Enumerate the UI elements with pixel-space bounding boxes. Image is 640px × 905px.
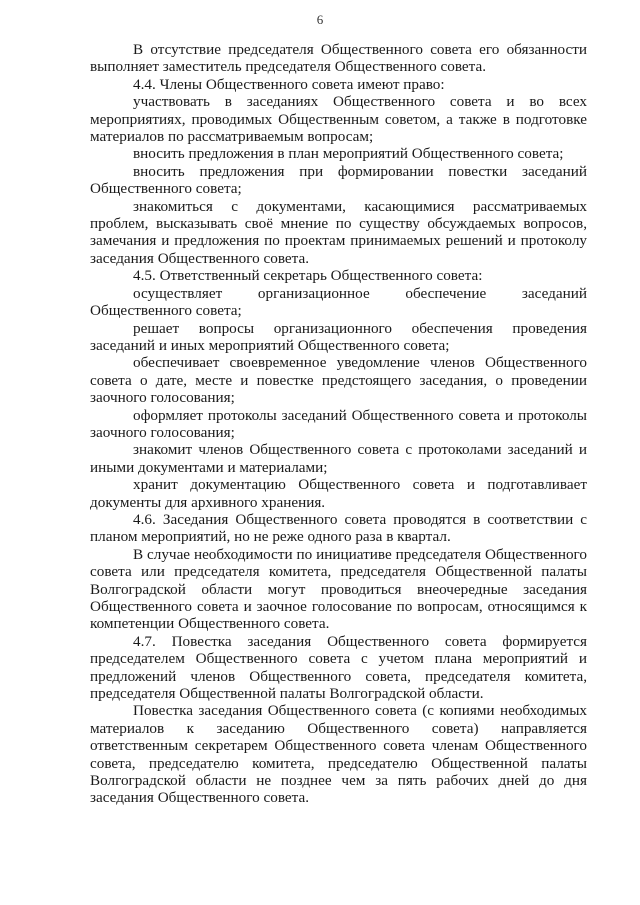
paragraph: участвовать в заседаниях Общественного совета и во всех мероприятиях, проводимых Общественным советом, а также в подготовке материалов по рассматриваемым вопросам; xyxy=(90,93,587,146)
paragraph: 4.7. Повестка заседания Общественного совета формируется председателем Общественного совета с учетом плана мероприятий и предложений членов Общественного совета, председателя комитета, председателя Общественной палаты Волгоградской области. xyxy=(90,632,587,703)
paragraph: оформляет протоколы заседаний Общественного совета и протоколы заочного голосования; xyxy=(90,406,587,441)
paragraph: 4.6. Заседания Общественного совета проводятся в соответствии с планом мероприятий, но не реже одного раза в квартал. xyxy=(90,510,587,546)
paragraph: знакомиться с документами, касающимися рассматриваемых проблем, высказывать своё мнение по существу обсуждаемых вопросов, замечания и предложения по проектам принимаемых решений и протоколу заседания Общественного совета. xyxy=(90,197,587,267)
paragraph: обеспечивает своевременное уведомление членов Общественного совета о дате, месте и повестке предстоящего заседания, о проведении заочного голосования; xyxy=(90,354,587,407)
paragraph: вносить предложения при формировании повестки заседаний Общественного совета; xyxy=(90,162,587,198)
paragraph: решает вопросы организационного обеспечения проведения заседаний и иных мероприятий Общественного совета; xyxy=(90,319,587,354)
paragraph: осуществляет организационное обеспечение заседаний Общественного совета; xyxy=(90,284,587,320)
paragraph: 4.4. Члены Общественного совета имеют право: xyxy=(133,75,445,93)
paragraph: В отсутствие председателя Общественного совета его обязанности выполняет заместитель председателя Общественного совета. xyxy=(90,41,587,76)
document-body xyxy=(90,41,587,807)
paragraph: знакомит членов Общественного совета с протоколами заседаний и иными документами и материалами; xyxy=(90,441,587,476)
paragraph: хранит документацию Общественного совета и подготавливает документы для архивного хранения. xyxy=(90,476,587,511)
paragraph: вносить предложения в план мероприятий Общественного совета; xyxy=(133,145,564,163)
paragraph: 4.5. Ответственный секретарь Общественного совета: xyxy=(133,267,483,285)
paragraph: Повестка заседания Общественного совета (с копиями необходимых материалов к заседанию Общественного совета) направляется ответственным секретарем Общественного совета членам Общественного совета, председателю комитета, председателю Общественной палаты Волгоградской области не позднее чем за пять рабочих дней до дня заседания Общественного совета. xyxy=(90,702,587,807)
page-number: 6 xyxy=(316,12,324,27)
paragraph: В случае необходимости по инициативе председателя Общественного совета или председателя комитета, председателя Общественной палаты Волгоградской области могут проводиться внеочередные заседания Общественного совета и заочное голосование по вопросам, относящимся к компетенции Общественного совета. xyxy=(90,545,587,633)
